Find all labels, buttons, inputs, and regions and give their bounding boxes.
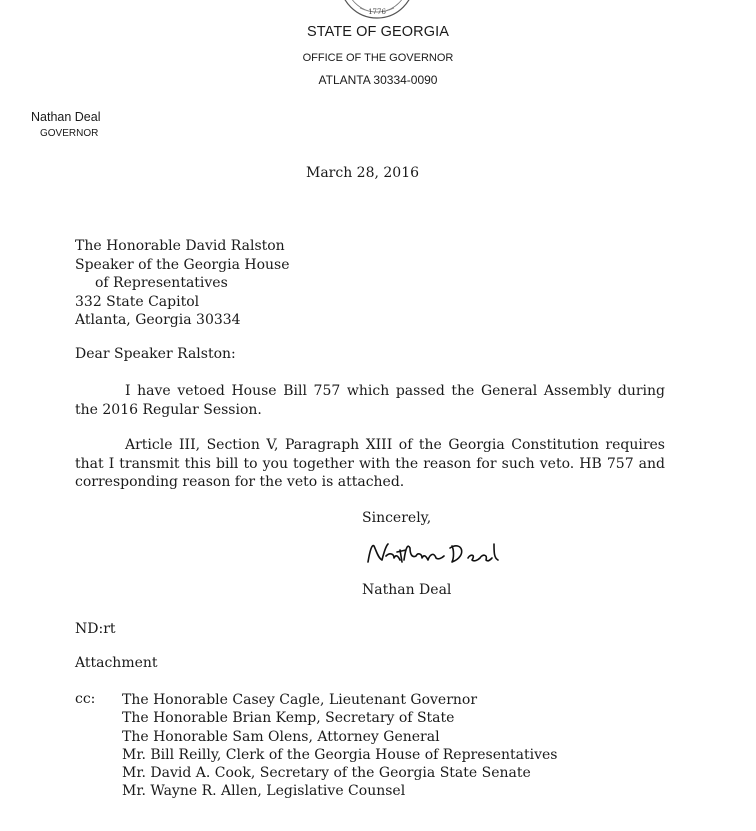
cc-recipient: Mr. Wayne R. Allen, Legislative Counsel xyxy=(122,783,406,800)
seal-year: 1776 xyxy=(368,8,386,16)
cc-list xyxy=(122,691,557,801)
state-seal-icon xyxy=(338,0,416,20)
paragraph-text: Article III, Section V, Paragraph XIII of the Georgia Constitution requires that I transmit this bill to you together with the reason for such veto. HB 757 and corresponding reason for the veto is attached. xyxy=(75,437,665,490)
body-paragraph xyxy=(75,382,665,419)
letter-date: March 28, 2016 xyxy=(306,165,420,181)
governor-title: GOVERNOR xyxy=(40,128,99,139)
recipient-line: The Honorable David Ralston xyxy=(75,238,285,254)
cc-recipient: The Honorable Casey Cagle, Lieutenant Governor xyxy=(122,692,478,708)
cc-label: cc: xyxy=(75,691,96,707)
cc-recipient: Mr. David A. Cook, Secretary of the Georgia State Senate xyxy=(122,765,531,782)
paragraph-text: I have vetoed House Bill 757 which passed the General Assembly during the 2016 Regular Session. xyxy=(75,383,665,418)
valediction: Sincerely, xyxy=(362,510,432,526)
cc-recipient: The Honorable Brian Kemp, Secretary of State xyxy=(122,710,455,727)
recipient-address xyxy=(75,237,289,330)
recipient-line: Speaker of the Georgia House xyxy=(75,256,290,273)
governor-name: Nathan Deal xyxy=(31,110,101,124)
cc-recipient: Mr. Bill Reilly, Clerk of the Georgia House of Representatives xyxy=(122,746,558,763)
signed-name: Nathan Deal xyxy=(362,582,452,598)
letterhead-city: ATLANTA 30334-0090 xyxy=(318,73,438,87)
recipient-line: 332 State Capitol xyxy=(75,293,200,310)
letterhead-state: STATE OF GEORGIA xyxy=(306,24,450,40)
letterhead-office: OFFICE OF THE GOVERNOR xyxy=(302,52,454,64)
reference-initials: ND:rt xyxy=(75,621,116,637)
enclosure-notation: Attachment xyxy=(75,655,158,671)
salutation: Dear Speaker Ralston: xyxy=(75,346,236,362)
recipient-line: of Representatives xyxy=(95,275,228,291)
signature-icon xyxy=(364,536,504,568)
recipient-line: Atlanta, Georgia 30334 xyxy=(75,312,241,328)
body-paragraph xyxy=(75,436,665,492)
cc-recipient: The Honorable Sam Olens, Attorney General xyxy=(122,728,440,745)
